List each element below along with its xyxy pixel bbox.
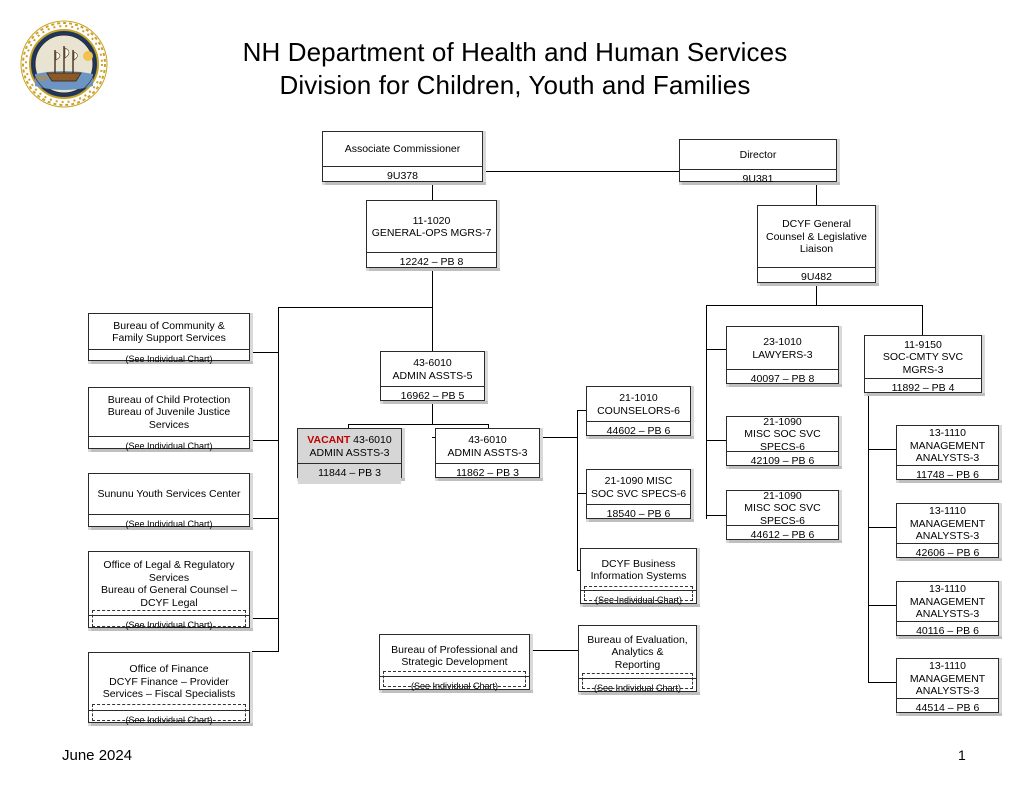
connector bbox=[278, 307, 279, 651]
node-title-line-1: Bureau of Community & bbox=[113, 319, 225, 332]
node-title-line-2: DCYF Finance – Provider bbox=[109, 675, 229, 688]
connector bbox=[868, 392, 869, 682]
node-code: (See Individual Chart) bbox=[593, 683, 682, 693]
node-title-line-2: Family Support Services bbox=[112, 332, 226, 344]
node-code: 11748 – PB 6 bbox=[916, 469, 979, 481]
node-code: (See Individual Chart) bbox=[410, 681, 499, 691]
node-title bbox=[380, 635, 529, 676]
node-title-line-2: SOC SVC SPECS-6 bbox=[590, 487, 687, 500]
node-title-line-2: Services bbox=[148, 571, 190, 584]
node-admin-assts-5[interactable] bbox=[380, 351, 485, 401]
node-title-line-1: 21-1090 MISC bbox=[604, 475, 673, 487]
connector bbox=[868, 527, 896, 528]
connector bbox=[922, 305, 923, 335]
title-line-2: Division for Children, Youth and Families bbox=[279, 70, 751, 100]
node-title bbox=[581, 549, 696, 590]
node-title-line-1: DCYF Business bbox=[601, 557, 676, 570]
node-title: Associate Commissioner bbox=[344, 143, 461, 156]
connector bbox=[868, 449, 896, 450]
node-code: 18540 – PB 6 bbox=[606, 508, 671, 520]
node-title bbox=[587, 470, 690, 504]
node-title-line-1: 11-9150 bbox=[904, 338, 942, 351]
node-title-line-1: 21-1090 bbox=[763, 489, 802, 502]
node-management-analysts-11748[interactable] bbox=[896, 425, 999, 480]
node-title-line-3: Services – Fiscal Specialists bbox=[102, 688, 236, 701]
dashed-outline-business-info bbox=[584, 586, 693, 601]
node-title-line-2: MISC SOC SVC SPECS-6 bbox=[744, 502, 821, 527]
node-title-line-1: Sununu Youth Services Center bbox=[97, 488, 241, 501]
footer-date: June 2024 bbox=[62, 747, 133, 764]
node-code: 40116 – PB 6 bbox=[916, 625, 979, 637]
connector bbox=[483, 171, 679, 172]
connector bbox=[348, 424, 488, 425]
node-title-line-2: ADMIN ASSTS-3 bbox=[447, 446, 528, 459]
node-code: 9U482 bbox=[801, 271, 832, 283]
connector bbox=[706, 349, 726, 350]
node-dcyf-general-counsel[interactable] bbox=[757, 205, 876, 283]
node-title bbox=[587, 387, 690, 421]
node-title-line-3: Reporting bbox=[614, 658, 661, 671]
node-title-line-2: GENERAL-OPS MGRS-7 bbox=[371, 227, 492, 239]
vacant-badge: VACANT bbox=[307, 434, 351, 446]
node-title-line-1: Office of Finance bbox=[129, 663, 209, 676]
node-title-line-2: Bureau of Juvenile Justice bbox=[107, 406, 231, 419]
node-code: 9U378 bbox=[387, 170, 418, 182]
node-title-line-1: 21-1090 bbox=[763, 415, 802, 428]
node-title bbox=[727, 327, 838, 369]
node-code: (See Individual Chart) bbox=[125, 441, 213, 451]
connector bbox=[432, 268, 433, 351]
node-title-line-2: MISC SOC SVC SPECS-6 bbox=[744, 428, 821, 453]
connector bbox=[252, 440, 279, 441]
node-misc-soc-svc-specs-44612[interactable] bbox=[726, 490, 839, 540]
node-title-line-2: Strategic Development bbox=[401, 656, 508, 668]
node-misc-soc-svc-specs-18540[interactable] bbox=[586, 469, 691, 519]
node-code: 11844 – PB 3 bbox=[298, 464, 401, 484]
node-title bbox=[89, 314, 249, 349]
node-associate-commissioner[interactable] bbox=[322, 131, 483, 182]
node-title bbox=[89, 552, 249, 615]
node-code: (See Individual Chart) bbox=[125, 620, 213, 630]
connector bbox=[252, 518, 279, 519]
node-title bbox=[897, 582, 998, 621]
node-code: (See Individual Chart) bbox=[125, 715, 213, 725]
connector bbox=[706, 305, 922, 306]
node-title-line-1: 13-1110 MANAGEMENT bbox=[909, 583, 986, 608]
node-title-line-2: ADMIN ASSTS-5 bbox=[392, 369, 473, 382]
node-soc-cmty-svc-mgrs[interactable] bbox=[864, 335, 982, 393]
connector bbox=[706, 515, 726, 516]
node-title-line-1: Bureau of Professional and bbox=[391, 643, 518, 656]
node-title-line-1: 13-1110 MANAGEMENT bbox=[909, 427, 986, 452]
node-title bbox=[367, 201, 496, 252]
node-code: 44602 – PB 6 bbox=[606, 425, 671, 437]
connector bbox=[278, 307, 433, 308]
node-title bbox=[89, 474, 249, 514]
connector bbox=[577, 410, 578, 570]
node-general-ops-mgrs[interactable] bbox=[366, 200, 497, 268]
dashed-outline-legal bbox=[92, 610, 246, 627]
node-code: 42606 – PB 6 bbox=[915, 547, 980, 559]
node-title-line-3: Liaison bbox=[799, 243, 834, 256]
node-title-code: 43-6010 bbox=[353, 434, 392, 446]
node-title bbox=[865, 336, 981, 378]
node-code: 42109 – PB 6 bbox=[750, 455, 815, 467]
node-title-line-4: DCYF Legal bbox=[140, 596, 198, 609]
footer-page-number: 1 bbox=[958, 747, 966, 763]
dashed-outline-prof-dev bbox=[383, 671, 526, 687]
node-title bbox=[727, 491, 838, 525]
node-code: 44612 – PB 6 bbox=[750, 529, 815, 541]
node-title-line-2: ANALYSTS-3 bbox=[915, 608, 980, 621]
node-title bbox=[897, 659, 998, 698]
node-code: 9U381 bbox=[742, 173, 774, 185]
node-admin-assts-3[interactable] bbox=[435, 428, 540, 478]
node-sununu-youth-services-center[interactable] bbox=[88, 473, 250, 527]
node-title-line-2: LAWYERS-3 bbox=[752, 348, 813, 361]
node-bureau-child-protection-juvenile-justice[interactable] bbox=[88, 387, 250, 449]
node-title bbox=[89, 388, 249, 436]
node-code: 12242 – PB 8 bbox=[399, 256, 464, 268]
node-title-line-2: Analytics & bbox=[611, 646, 664, 659]
node-lawyers[interactable] bbox=[726, 326, 839, 384]
connector bbox=[706, 305, 707, 519]
node-code: 16962 – PB 5 bbox=[400, 390, 465, 402]
node-code: (See Individual Chart) bbox=[594, 595, 683, 605]
node-misc-soc-svc-specs-42109[interactable] bbox=[726, 416, 839, 466]
node-title-line-1: 11-1020 bbox=[412, 214, 451, 227]
node-title-line-1: DCYF General bbox=[782, 218, 851, 231]
node-title-line-1: 43-6010 bbox=[468, 434, 507, 446]
connector bbox=[252, 618, 279, 619]
node-title-line-2: Counsel & Legislative bbox=[766, 230, 867, 243]
node-title-line-1 bbox=[307, 434, 391, 447]
connector bbox=[252, 352, 279, 353]
dashed-outline-finance bbox=[92, 704, 246, 721]
connector bbox=[868, 605, 896, 606]
connector bbox=[252, 651, 279, 652]
node-title-line-2: ANALYSTS-3 bbox=[915, 530, 980, 543]
node-title-line-1: Bureau of Evaluation, bbox=[587, 633, 688, 646]
node-title: Director bbox=[739, 148, 777, 161]
node-title-line-2: ANALYSTS-3 bbox=[915, 452, 980, 465]
node-title-line-1: 13-1110 MANAGEMENT bbox=[909, 505, 986, 530]
node-title bbox=[897, 504, 998, 543]
node-title-line-2: ADMIN ASSTS-3 bbox=[309, 446, 390, 459]
node-management-analysts-44514[interactable] bbox=[896, 658, 999, 713]
node-title bbox=[897, 426, 998, 465]
node-management-analysts-40116[interactable] bbox=[896, 581, 999, 636]
node-title bbox=[579, 626, 696, 678]
connector bbox=[530, 650, 578, 651]
node-title bbox=[758, 206, 875, 267]
node-counselors[interactable] bbox=[586, 386, 691, 436]
node-title bbox=[298, 429, 401, 463]
page-title bbox=[150, 36, 880, 102]
dashed-outline-evaluation bbox=[582, 673, 693, 689]
node-code: 44514 – PB 6 bbox=[915, 702, 980, 714]
node-title-line-1: Bureau of Child Protection bbox=[107, 393, 231, 406]
connector bbox=[706, 440, 726, 441]
node-title-line-1: Office of Legal & Regulatory bbox=[103, 559, 235, 571]
node-title bbox=[727, 417, 838, 451]
node-bureau-community-family-support[interactable] bbox=[88, 313, 250, 364]
node-title-line-1: 13-1110 MANAGEMENT bbox=[909, 660, 986, 685]
node-director[interactable] bbox=[679, 139, 837, 185]
node-management-analysts-42606[interactable] bbox=[896, 503, 999, 558]
node-title-line-2: Information Systems bbox=[590, 570, 687, 582]
node-code: 11862 – PB 3 bbox=[456, 467, 519, 479]
node-admin-assts-3-vacant[interactable] bbox=[297, 428, 402, 478]
node-title-line-1: 43-6010 bbox=[413, 357, 452, 369]
node-code: 40097 – PB 8 bbox=[750, 373, 815, 385]
node-title-line-2: ANALYSTS-3 bbox=[915, 685, 980, 698]
node-title bbox=[381, 352, 484, 386]
node-title-line-2: COUNSELORS-6 bbox=[597, 404, 680, 417]
title-line-1: NH Department of Health and Human Services bbox=[242, 37, 788, 67]
connector bbox=[868, 682, 896, 683]
node-title-line-2: SOC-CMTY SVC MGRS-3 bbox=[882, 351, 964, 376]
node-title-line-3: Bureau of General Counsel – bbox=[100, 584, 237, 596]
node-title bbox=[89, 653, 249, 710]
node-code: 11892 – PB 4 bbox=[891, 382, 955, 394]
node-title bbox=[436, 429, 539, 463]
node-title-line-1: 21-1010 bbox=[619, 392, 658, 404]
node-title-line-3: Services bbox=[148, 418, 190, 431]
nh-state-seal-icon bbox=[18, 18, 110, 110]
node-title-line-1: 23-1010 bbox=[763, 336, 802, 348]
node-code: (See Individual Chart) bbox=[125, 354, 213, 364]
node-code: (See Individual Chart) bbox=[125, 519, 213, 529]
